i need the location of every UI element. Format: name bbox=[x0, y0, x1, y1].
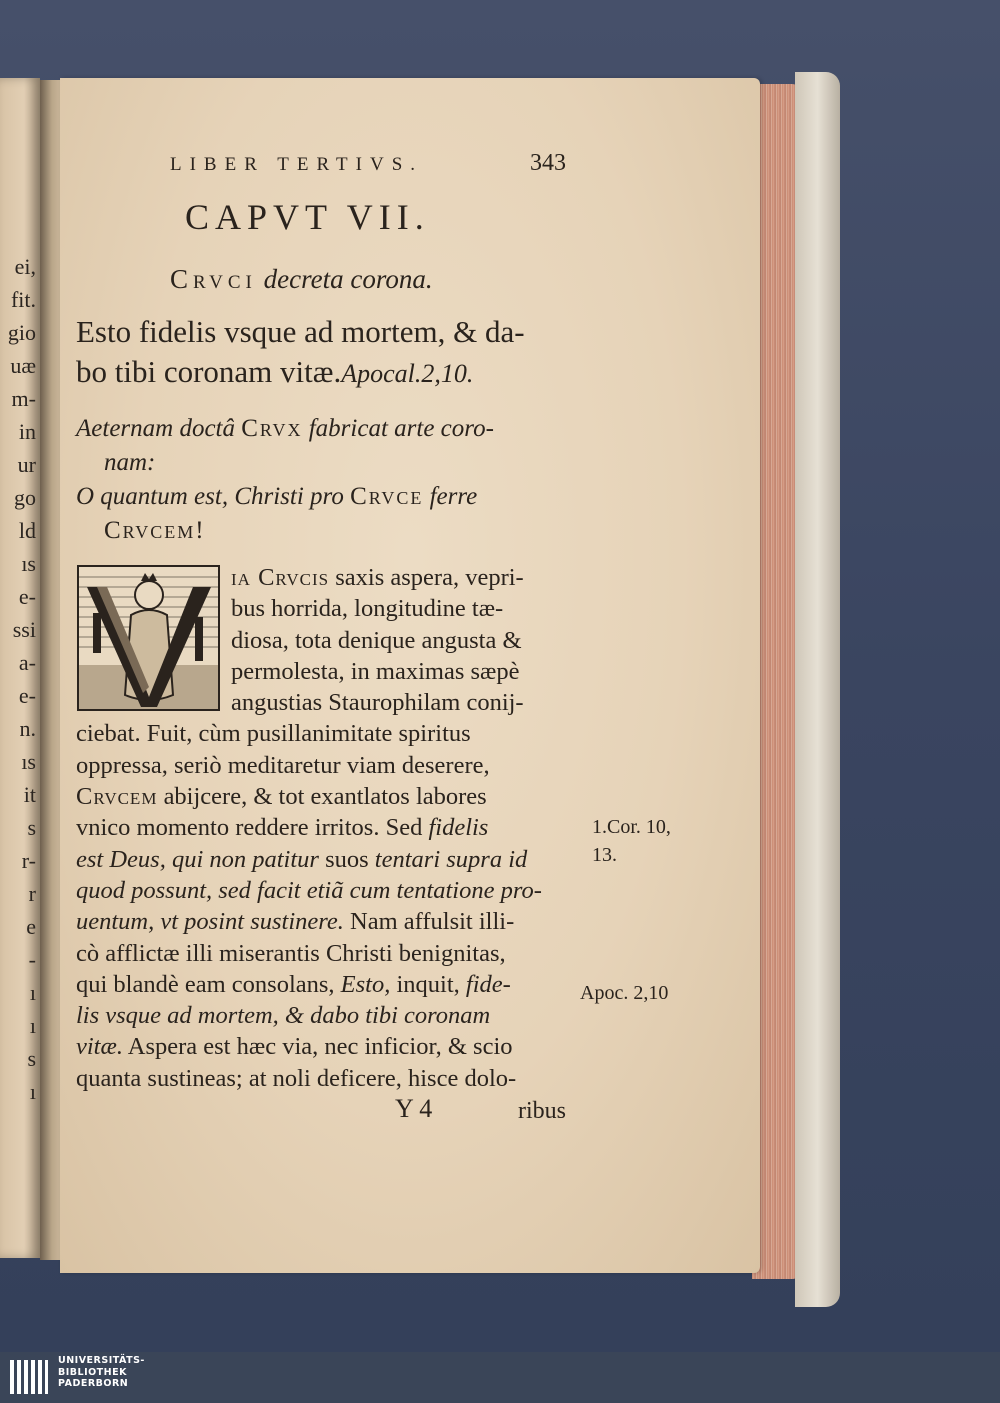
logo-line-1: UNIVERSITÄTS- bbox=[58, 1355, 145, 1366]
body-text-span: inquit, bbox=[396, 970, 460, 998]
margin-note-cor-verse: 13. bbox=[592, 844, 617, 866]
left-page-fragment: r- bbox=[21, 848, 36, 873]
body-line: quanta sustineas; at noli deficere, hisce dolo- bbox=[76, 1064, 517, 1092]
body-smallcaps: Crvcem bbox=[76, 783, 158, 811]
logo-line-3: PADERBORN bbox=[58, 1378, 129, 1389]
body-line: permolesta, in maximas sæpè bbox=[231, 657, 520, 685]
motto-line-1: Esto fidelis vsque ad mortem, & da- bbox=[76, 314, 525, 349]
body-italic: Esto, bbox=[340, 970, 391, 998]
body-line bbox=[76, 562, 596, 593]
motto-reference: Apocal.2,10. bbox=[341, 359, 474, 388]
body-line: angustias Staurophilam conij- bbox=[231, 689, 524, 717]
verse-line-1 bbox=[76, 412, 596, 446]
verse-text: fabricat arte coro- bbox=[308, 415, 494, 442]
left-page-fragment: ı bbox=[29, 1079, 36, 1104]
left-page-fragment: ıs bbox=[21, 749, 36, 774]
verse-smallcaps: Crvce bbox=[350, 483, 424, 510]
signature-mark: Y 4 bbox=[395, 1094, 433, 1123]
left-page-fragment: uæ bbox=[10, 353, 36, 378]
body-line bbox=[76, 906, 596, 937]
chapter-subtitle bbox=[170, 264, 433, 295]
verse-line-4: Crvcem! bbox=[104, 517, 206, 544]
left-page-fragment: ei, bbox=[14, 254, 36, 279]
body-italic: tentari supra id bbox=[374, 845, 528, 873]
motto-line-2 bbox=[76, 352, 596, 394]
body-text-span: qui blandè eam consolans, bbox=[76, 970, 335, 998]
left-page-fragment: r bbox=[28, 881, 36, 906]
running-head: LIBER TERTIVS. bbox=[170, 154, 424, 175]
left-page-fragment: ı bbox=[29, 980, 36, 1005]
left-page-fragment: in bbox=[18, 419, 36, 444]
body-line bbox=[76, 844, 596, 875]
verse-line-3 bbox=[76, 480, 596, 514]
body-line bbox=[76, 969, 596, 1000]
body-text-span: abijcere, & tot exantlatos labores bbox=[163, 783, 487, 811]
chapter-title: CAPVT VII. bbox=[185, 197, 430, 237]
verse-text: ferre bbox=[429, 483, 478, 510]
left-page-fragment: n. bbox=[19, 716, 36, 741]
body-line: cò afflictæ illi miserantis Christi benignitas, bbox=[76, 939, 506, 967]
catchword: ribus bbox=[518, 1098, 566, 1124]
left-page-fragment: it bbox=[23, 782, 36, 807]
body-line bbox=[76, 812, 596, 843]
left-page-fragment: go bbox=[14, 485, 36, 510]
page-number: 343 bbox=[530, 150, 566, 176]
book-cover-edge bbox=[795, 72, 840, 1307]
left-page-edge bbox=[0, 78, 40, 1258]
body-text-span: Aspera est hæc via, nec inficior, & scio bbox=[127, 1033, 513, 1061]
body-text-span: suos bbox=[325, 845, 369, 873]
left-page-fragment: fit. bbox=[10, 287, 36, 312]
verse-line-2: nam: bbox=[104, 449, 156, 476]
body-line: diosa, tota denique angusta & bbox=[231, 626, 522, 654]
left-page-fragment: s bbox=[27, 815, 36, 840]
body-line: oppressa, seriò meditaretur viam deserere, bbox=[76, 751, 490, 779]
motto bbox=[76, 312, 596, 394]
left-page-fragment: a- bbox=[18, 650, 36, 675]
body-line bbox=[76, 1031, 596, 1062]
verse-text: O quantum est, Christi pro bbox=[76, 483, 344, 510]
subtitle-italic: decreta corona. bbox=[263, 264, 433, 294]
body-italic: fide- bbox=[465, 970, 511, 998]
verse bbox=[76, 412, 596, 548]
body-line: quod possunt, sed facit etiã cum tentatione pro- bbox=[76, 876, 542, 904]
left-page-fragment: ssi bbox=[12, 617, 36, 642]
margin-note-cor: 1.Cor. 10, bbox=[592, 816, 671, 838]
left-page-fragment: gio bbox=[7, 320, 36, 345]
left-page-fragment: e- bbox=[18, 683, 36, 708]
left-page-fragment: ı bbox=[29, 1013, 36, 1038]
left-page-fragment: s bbox=[27, 1046, 36, 1071]
body-italic: vitæ. bbox=[76, 1033, 123, 1061]
left-page-fragment: m- bbox=[11, 386, 36, 411]
body-text-span: saxis aspera, vepri- bbox=[335, 564, 524, 591]
body-italic: est Deus, qui non patitur bbox=[76, 845, 319, 873]
motto-line-2-text: bo tibi coronam vitæ. bbox=[76, 354, 342, 389]
left-page-fragment: e- bbox=[18, 584, 36, 609]
body-line: bus horrida, longitudine tæ- bbox=[231, 595, 504, 623]
left-page-fragments bbox=[0, 250, 40, 1108]
left-page-fragment: ld bbox=[18, 518, 36, 543]
body-text-span: Nam affulsit illi- bbox=[350, 908, 515, 936]
margin-note-apoc: Apoc. 2,10 bbox=[580, 982, 669, 1004]
body-text-span: vnico momento reddere irritos. Sed bbox=[76, 814, 423, 842]
left-page-fragment: - bbox=[28, 947, 36, 972]
left-page-fragment: e bbox=[26, 914, 36, 939]
body-italic: fidelis bbox=[428, 814, 489, 842]
library-logo-text bbox=[58, 1355, 258, 1390]
body-italic: uentum, vt posint sustinere. bbox=[76, 908, 344, 936]
left-page-fragment: ıs bbox=[21, 551, 36, 576]
library-logo-icon bbox=[8, 1356, 50, 1398]
verse-smallcaps: Crvx bbox=[241, 415, 303, 442]
body-line bbox=[76, 781, 596, 812]
body-line: lis vsque ad mortem, & dabo tibi coronam bbox=[76, 1002, 491, 1030]
body-text bbox=[76, 562, 596, 1094]
left-page-fragment: ur bbox=[17, 452, 36, 477]
page-content bbox=[60, 78, 760, 1273]
verse-text: Aeternam doctâ bbox=[76, 415, 235, 442]
body-smallcaps: ia Crvcis bbox=[231, 564, 330, 591]
body-line: ciebat. Fuit, cùm pusillanimitate spiritus bbox=[76, 720, 471, 748]
logo-line-2: BIBLIOTHEK bbox=[58, 1366, 127, 1378]
subtitle-smallcaps: Crvci bbox=[170, 264, 257, 294]
